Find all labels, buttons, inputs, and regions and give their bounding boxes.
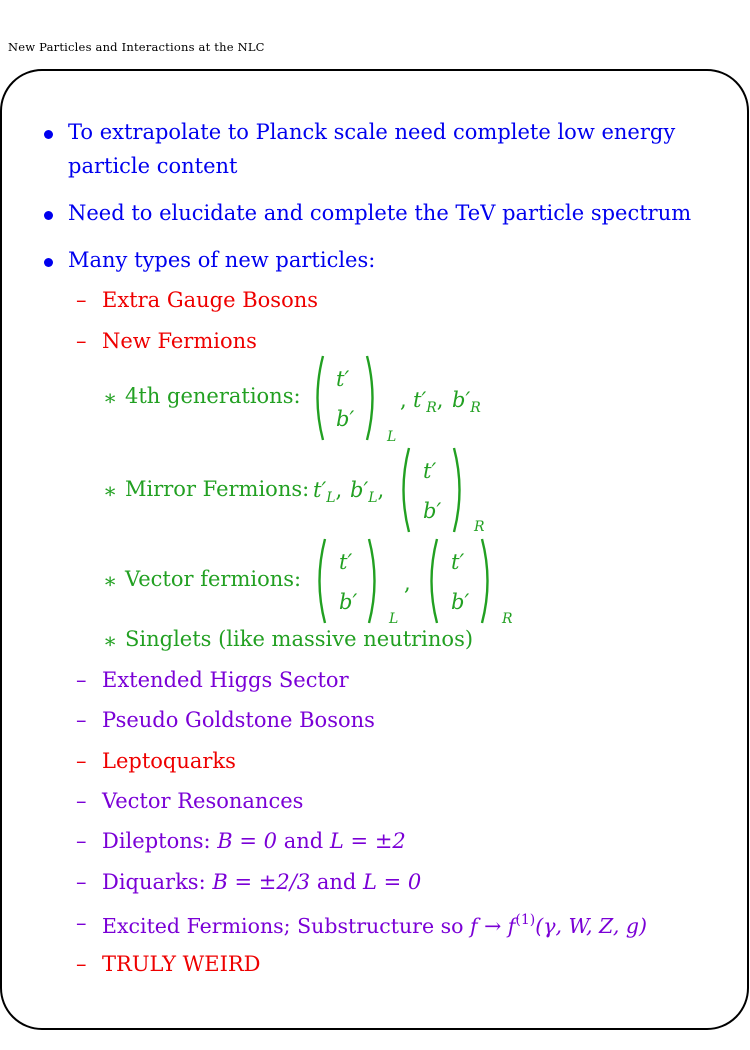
and-word: and xyxy=(316,870,357,894)
item-4th-generations: 4th generations: xyxy=(125,384,301,408)
item-vector-fermions: Vector fermions: xyxy=(125,567,302,591)
subscript-L: L xyxy=(389,611,399,627)
right-paren-icon xyxy=(480,537,496,625)
vector-b-prime: b′ xyxy=(336,407,355,431)
vector-t-prime: t′ xyxy=(339,550,353,574)
subscript-R: R xyxy=(426,400,437,416)
b-prime-symbol: b′ xyxy=(350,478,369,502)
bullet-dot xyxy=(44,258,53,267)
vector-t-prime: t′ xyxy=(336,367,350,391)
dash-marker: – xyxy=(76,288,87,312)
dash-marker: – xyxy=(76,749,87,773)
diquarks-baryon-number: B = ±2/3 xyxy=(212,870,311,894)
dash-marker: – xyxy=(76,329,87,353)
diquarks-lepton-number: L = 0 xyxy=(363,870,422,894)
gen4-b-prime-R xyxy=(452,390,481,415)
right-paren-icon xyxy=(367,537,383,625)
diquarks-label: Diquarks: xyxy=(102,870,206,894)
item-excited-fermions xyxy=(102,913,647,937)
subscript-R: R xyxy=(470,400,481,416)
comma: , xyxy=(377,478,385,502)
star-marker: ∗ xyxy=(103,569,118,593)
item-vector-resonances: Vector Resonances xyxy=(102,789,304,813)
slide-header: New Particles and Interactions at the NLC xyxy=(8,40,265,54)
item-diquarks xyxy=(102,872,421,893)
item-singlets: Singlets (like massive neutrinos) xyxy=(125,627,474,651)
dash-marker: – xyxy=(76,668,87,692)
left-paren-icon xyxy=(309,354,325,442)
comma: , xyxy=(436,388,444,412)
and-word: and xyxy=(283,829,324,853)
mirror-t-prime-L xyxy=(313,480,342,505)
vector-b-prime: b′ xyxy=(339,590,358,614)
dash-marker: – xyxy=(76,789,87,813)
vector-t-prime: t′ xyxy=(423,459,437,483)
subscript-L: L xyxy=(368,490,378,506)
item-extra-gauge-bosons: Extra Gauge Bosons xyxy=(102,288,319,312)
item-truly-weird: TRULY WEIRD xyxy=(102,952,261,976)
item-pseudo-goldstone-bosons: Pseudo Goldstone Bosons xyxy=(102,708,375,732)
gen4-comma: , xyxy=(400,388,407,412)
item-dileptons xyxy=(102,831,406,852)
right-paren-icon xyxy=(452,446,468,534)
item-mirror-fermions: Mirror Fermions: xyxy=(125,477,310,501)
dash-marker: – xyxy=(76,708,87,732)
subscript-L: L xyxy=(387,429,397,445)
excited-superscript: (1) xyxy=(515,912,536,928)
dileptons-baryon-number: B = 0 xyxy=(217,829,278,853)
vector-comma: , xyxy=(404,571,411,595)
gen4-t-prime-R xyxy=(413,390,443,415)
dash-marker: – xyxy=(76,952,87,976)
vector-b-prime: b′ xyxy=(423,499,442,523)
vector-t-prime: t′ xyxy=(451,550,465,574)
item-new-fermions: New Fermions xyxy=(102,329,257,353)
left-paren-icon xyxy=(311,537,327,625)
bullet-dot xyxy=(44,130,53,139)
b-prime-symbol: b′ xyxy=(452,388,471,412)
left-paren-icon xyxy=(395,446,411,534)
left-paren-icon xyxy=(423,537,439,625)
dileptons-lepton-number: L = ±2 xyxy=(329,829,406,853)
bullet-1-line-2: particle content xyxy=(68,154,238,178)
item-leptoquarks: Leptoquarks xyxy=(102,749,236,773)
dileptons-label: Dileptons: xyxy=(102,829,211,853)
bullet-2-line-1: Need to elucidate and complete the TeV particle spectrum xyxy=(68,201,692,225)
excited-args: (γ, W, Z, g) xyxy=(535,914,648,938)
t-prime-symbol: t′ xyxy=(413,388,427,412)
star-marker: ∗ xyxy=(103,629,118,653)
dash-marker: – xyxy=(76,870,87,894)
dash-marker: – xyxy=(76,911,87,935)
subscript-R: R xyxy=(474,519,485,535)
dash-marker: – xyxy=(76,829,87,853)
subscript-R: R xyxy=(502,611,513,627)
t-prime-symbol: t′ xyxy=(313,478,327,502)
bullet-3-line-1: Many types of new particles: xyxy=(68,248,376,272)
bullet-dot xyxy=(44,211,53,220)
star-marker: ∗ xyxy=(103,386,118,410)
item-extended-higgs-sector: Extended Higgs Sector xyxy=(102,668,349,692)
comma: , xyxy=(335,478,343,502)
excited-arrow-expr: f → f xyxy=(469,914,516,938)
right-paren-icon xyxy=(365,354,381,442)
mirror-b-prime-L xyxy=(350,480,384,505)
excited-label: Excited Fermions; Substructure so xyxy=(102,914,464,938)
vector-b-prime: b′ xyxy=(451,590,470,614)
subscript-L: L xyxy=(326,490,336,506)
star-marker: ∗ xyxy=(103,479,118,503)
bullet-1-line-1: To extrapolate to Planck scale need complete low energy xyxy=(68,120,676,144)
